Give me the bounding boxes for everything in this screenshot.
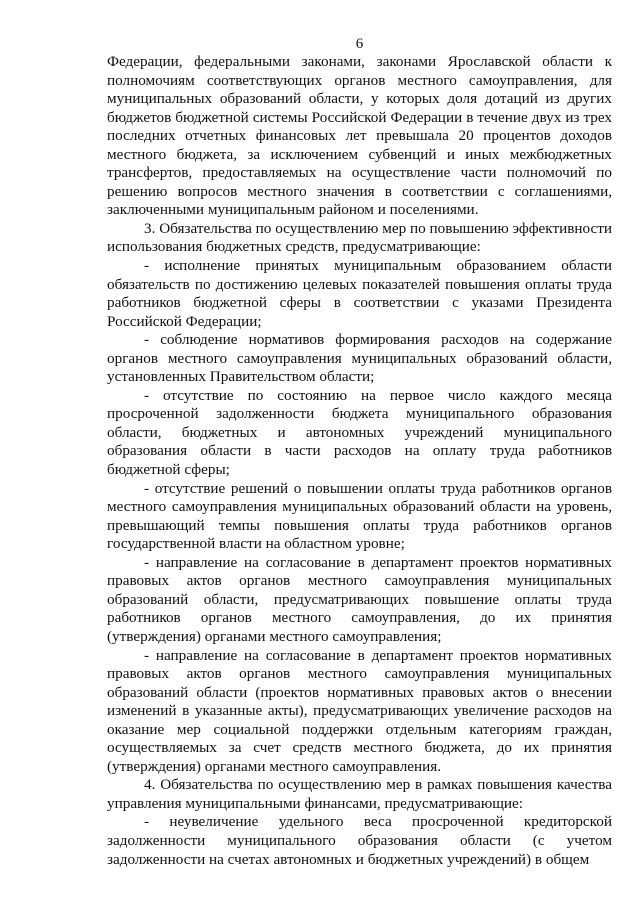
- list-item: - отсутствие по состоянию на первое число каждого месяца просроченной задолженности бюджета муниципального образования области, бюджетных и автономных учреждений муниципального образования области в части расходов на оплату труда работников бюджетной сферы;: [107, 386, 612, 479]
- list-item: - соблюдение нормативов формирования расходов на содержание органов местного самоуправления муниципальных образований области, установленных Правительством области;: [107, 331, 612, 386]
- paragraph-continuation: Федерации, федеральными законами, законами Ярославской области к полномочиям соответствующих органов местного самоуправления, для муниципальных образований области, у которых доля дотаций из других бюджетов бюджетной системы Российской Федерации в течение двух из трех последних отчетных финансовых лет превышала 20 процентов доходов местного бюджета, за исключением субвенций и иных межбюджетных трансфертов, предоставляемых на осуществление части полномочий по решению вопросов местного значения в соответствии с соглашениями, заключенными муниципальным районом и поселениями.: [107, 53, 612, 219]
- document-page: [107, 0, 612, 905]
- list-item: - неувеличение удельного веса просроченной кредиторской задолженности муниципального образования области (с учетом задолженности на счетах автономных и бюджетных учреждений) в общем: [107, 813, 612, 868]
- list-item: - исполнение принятых муниципальным образованием области обязательств по достижению целевых показателей повышения оплаты труда работников бюджетной сферы в соответствии с указами Президента Российской Федерации;: [107, 257, 612, 330]
- document-body: [107, 53, 612, 869]
- paragraph-item-4: 4. Обязательства по осуществлению мер в рамках повышения качества управления муниципальными финансами, предусматривающие:: [107, 776, 612, 812]
- page-number: 6: [355, 36, 364, 52]
- list-item: - направление на согласование в департамент проектов нормативных правовых актов органов местного самоуправления муниципальных образований области, предусматривающих повышение оплаты труда работников органов местного самоуправления, до их принятия (утверждения) органами местного самоуправления;: [107, 553, 612, 645]
- list-item: - направление на согласование в департамент проектов нормативных правовых актов органов местного самоуправления муниципальных образований области (проектов нормативных правовых актов о внесении изменений в указанные акты), предусматривающих увеличение расходов на оказание мер социальной поддержки отдельным категориям граждан, осуществляемых за счет средств местного бюджета, до их принятия (утверждения) органами местного самоуправления.: [107, 646, 612, 775]
- paragraph-item-3: 3. Обязательства по осуществлению мер по повышению эффективности использования бюджетных средств, предусматривающие:: [107, 219, 612, 256]
- list-item: - отсутствие решений о повышении оплаты труда работников органов местного самоуправления муниципальных образований области на уровень, превышающий темпы повышения оплаты труда работников органов государственной власти на областном уровне;: [107, 479, 612, 553]
